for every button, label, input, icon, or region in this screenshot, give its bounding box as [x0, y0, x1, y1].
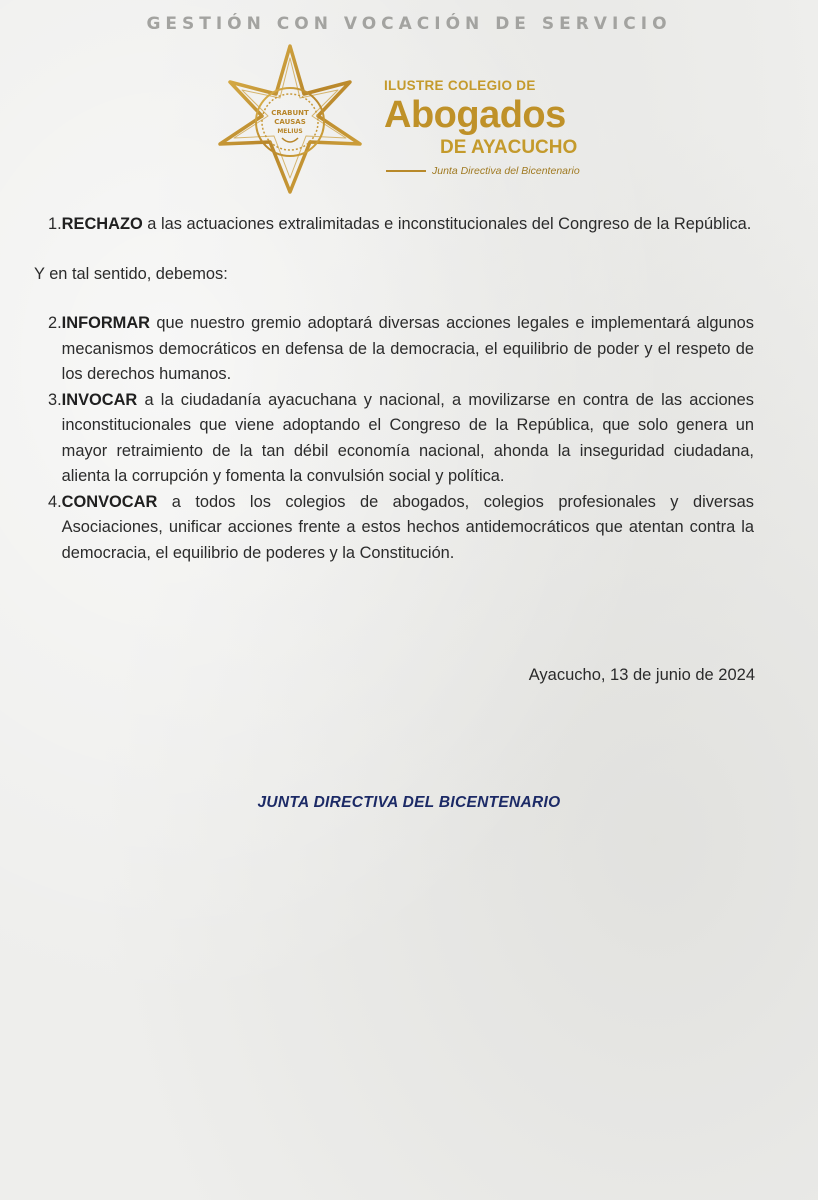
document-body [34, 212, 754, 566]
brand-junta-text: Junta Directiva del Bicentenario [432, 165, 580, 177]
list-number: 4. [48, 492, 62, 511]
signature-block: JUNTA DIRECTIVA DEL BICENTENARIO [257, 794, 561, 811]
action-list [48, 311, 754, 566]
list-body: a la ciudadanía ayacuchana y nacional, a movilizarse en contra de las acciones inconstitucionales que viene adoptando el Congreso de la República, que solo genera un mayor retraimiento de la tan débil economía nacional, ahonda la inseguridad ciudadana, alienta la corrupción y fomenta la convulsión social y política. [61, 390, 754, 485]
list-text [62, 212, 754, 238]
list-keyword: INFORMAR [61, 314, 150, 332]
intro-text: Y en tal sentido, debemos: [34, 264, 228, 283]
document-date: Ayacucho, 13 de junio de 2024 [528, 666, 755, 684]
list-text [62, 311, 754, 388]
list-number: 1. [48, 215, 62, 233]
page-tagline: GESTIÓN CON VOCACIÓN DE SERVICIO [146, 14, 672, 34]
seal-motto-line1: CRABUNT [271, 109, 309, 117]
bar-seal-star-icon [210, 44, 370, 194]
brand-rule [386, 170, 426, 172]
list-item-3 [48, 388, 754, 490]
brand-block [384, 78, 580, 177]
list-body: a las actuaciones extralimitadas e inconstitucionales del Congreso de la República. [142, 215, 752, 233]
list-body: que nuestro gremio adoptará diversas acciones legales e implementará algunos mecanismos democráticos en defensa de la democracia, el equilibrio de poder y el respeto de los derechos humanos. [61, 314, 754, 383]
brand-top-text: ILUSTRE COLEGIO DE [384, 78, 536, 93]
list-body: a todos los colegios de abogados, colegios profesionales y diversas Asociaciones, unificar acciones frente a estos hechos antidemocráticos que atentan contra la democracia, el equilibrio de poderes y la Constitución. [61, 492, 754, 562]
list-item-2 [48, 311, 754, 388]
list-keyword: CONVOCAR [61, 492, 158, 511]
seal-motto-line2: CAUSAS [274, 118, 306, 126]
seal-motto-line3: MELIUS [277, 128, 303, 135]
list-keyword: INVOCAR [61, 390, 138, 409]
list-keyword: RECHAZO [61, 215, 143, 233]
brand-main-text: Abogados [384, 94, 566, 136]
list-number: 3. [48, 390, 62, 409]
list-text [62, 388, 754, 490]
list-item-1 [48, 212, 754, 238]
list-number: 2. [48, 314, 62, 332]
list-item-4 [48, 490, 754, 567]
list-text [62, 490, 754, 567]
brand-sub-text: DE AYACUCHO [440, 137, 578, 158]
brand-junta-line [386, 165, 580, 177]
